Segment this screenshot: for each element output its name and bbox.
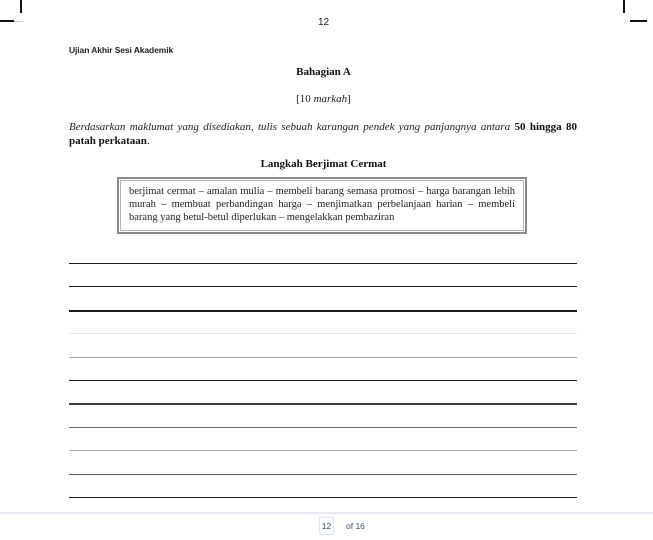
total-pages-label: of 16 [346,521,365,531]
current-page-input[interactable]: 12 [319,517,334,535]
answer-line [69,474,577,475]
answer-line [69,357,577,358]
section-title: Bahagian A [296,66,351,78]
instruction-text [69,121,577,148]
answer-line [69,263,577,264]
answer-line [69,310,577,312]
page-navigator [319,517,365,535]
instruction-word-count: 50 hingga 80 patah perkataan [69,121,578,147]
answer-line [69,286,577,287]
marks-word: markah [313,93,348,105]
answer-line [69,403,577,405]
crop-mark-top-right-vertical [623,0,625,13]
page-number: 12 [317,17,330,28]
marks-label [0,93,647,105]
marks-open: [10 [296,93,314,105]
running-head: Ujian Akhir Sesi Akademik [69,45,174,55]
instruction-italic: Berdasarkan maklumat yang disediakan, tulis sebuah karangan pendek yang panjangnya antara [69,121,515,133]
answer-line [69,380,577,381]
answer-line [69,427,577,428]
information-box-text: berjimat cermat – amalan mulia – membeli barang semasa promosi – harga barangan lebih murah – membuat perbandingan harga – menjimatkan perbelanjaan harian – membeli barang yang betul-betul diperlukan – mengelakkan pembaziran [120,180,524,231]
marks-close: ] [347,93,351,105]
answer-line [69,450,577,451]
instruction-end: . [146,134,150,147]
box-title: Langkah Berjimat Cermat [260,158,387,170]
answer-line [69,333,577,334]
crop-mark-top-left-vertical [20,0,22,13]
answer-line [69,497,577,498]
information-box [117,177,527,234]
